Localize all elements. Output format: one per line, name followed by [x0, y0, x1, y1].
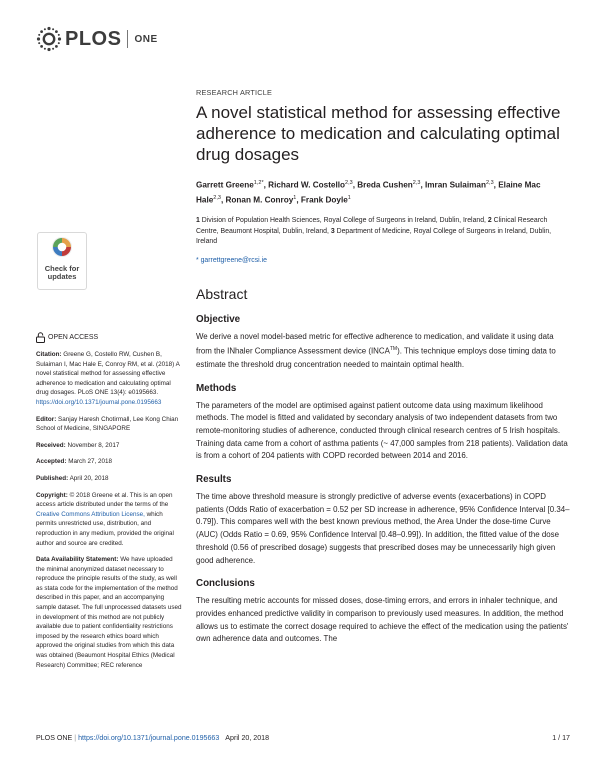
results-text: The time above threshold measure is strongly predictive of adverse events (exacerbations) in COPD patients (Odds Ratio of exacerbation = 0.52 per SD increase in adherence, 95% Confidence Interval [0.34–0.79]). This compares well with the best known previous method, the Area Under the dose-time Curve (AUC) (Odds Ratio = 0.69, 95% Confidence Interval [0.48–0.99]). In addition, the fitted value of the dose threshold (0.56 of prescribed dosage) suggests that prescribed doses may be unnecessarily high given good adherence.	[196, 492, 570, 565]
citation-block	[36, 350, 182, 408]
citation-doi-link[interactable]: https://doi.org/10.1371/journal.pone.0195663	[36, 398, 162, 406]
methods-text: The parameters of the model are optimised against patient outcome data using maximum likelihood methods. The model is fitted and validated by secondary analysis of two independent datasets from two remote-monitoring studies of adherence, conducted through clinical research centres of 5 Irish hospitals. Training data came from a cohort of asthma patients (~ 47,000 samples from 218 patients). Validation data is from a cohort of 204 patients with COPD recorded between 2014 and 2016.	[196, 400, 568, 461]
check-updates-line1: Check for	[44, 264, 80, 273]
logo-brand: PLOS	[65, 27, 122, 50]
author-affiliation-sup: 1	[293, 195, 297, 202]
author-name[interactable]: Richard W. Costello	[268, 180, 346, 190]
cc-license-link[interactable]: Creative Commons Attribution License,	[36, 510, 145, 518]
author-list: Garrett Greene$^{1,2*}$, Richard W. Costello$^{2,3}$, Breda Cushen$^{2,3}$, Imran Sulaiman$^{2,3}$, Elaine Mac Hale$^{2,3}$, Ronan M. Conroy$^1$, Frank Doyle$^1$	[196, 180, 541, 205]
open-access-text: OPEN ACCESS	[48, 333, 99, 341]
accepted-date: March 27, 2018	[68, 458, 112, 466]
methods-heading: Methods	[196, 382, 237, 394]
published-date: April 20, 2018	[69, 474, 109, 482]
crossmark-icon	[51, 236, 73, 258]
abstract-heading: Abstract	[196, 285, 248, 302]
author-name[interactable]: Ronan M. Conroy	[225, 195, 294, 205]
page-footer: PLOS ONE | https://doi.org/10.1371/journal.pone.0195663 April 20, 2018 1 / 17	[36, 734, 570, 742]
affiliation-1-number: 1	[196, 217, 200, 225]
objective-heading: Objective	[196, 313, 241, 325]
data-availability-text: We have uploaded the minimal anonymized dataset necessary to reproduce the principle results of the study, as well as stata code for the implementation of the method described in this paper, and an accompanying sample dataset. The full unprocessed datasets used in development of this method are not publicly available due to patient confidentiality restrictions imposed by the research ethics board which approved the original studies from which this data was obtained (Beaumont Hospital Ethics (Medical Research) Committee; REC reference	[36, 556, 182, 669]
copyright-text: © 2018 Greene et al. This is an open access article distributed under the terms of the	[36, 491, 173, 509]
logo-journal: ONE	[134, 33, 158, 45]
author-affiliation-sup: 2,3	[345, 180, 353, 186]
published-label: Published:	[36, 474, 69, 482]
affiliation-1: Division of Population Health Sciences, Royal College of Surgeons in Ireland, Dublin, Ireland,	[201, 217, 486, 225]
published-block	[36, 474, 182, 484]
citation-text: Greene G, Costello RW, Cushen B, Sulaiman I, Mac Hale E, Conroy RM, et al. (2018) A novel statistical method for assessing effective adherence to medication and calculating optimal drug dosages. PLoS ONE 13(4): e0195663.	[36, 351, 180, 397]
copyright-block	[36, 491, 182, 549]
data-availability-block	[36, 555, 182, 670]
author-affiliation-sup: 1	[347, 195, 351, 202]
editor-block	[36, 415, 182, 434]
author-affiliation-sup: 1,2	[253, 180, 262, 186]
results-heading: Results	[196, 474, 232, 486]
footer-page-number: 1 / 17	[552, 734, 570, 742]
editor-label: Editor:	[36, 415, 57, 423]
editor-text: Sanjay Haresh Chotirmall, Lee Kong Chian School of Medicine, SINGAPORE	[36, 415, 179, 433]
affiliation-2: Clinical Research Centre, Beaumont Hospital, Dublin, Ireland,	[196, 217, 548, 235]
open-lock-icon	[36, 332, 45, 343]
logo-divider	[127, 30, 128, 48]
plos-one-logo[interactable]	[36, 26, 158, 52]
objective-text-post: ). This technique employs dose timing data to estimate the threshold drug concentration needed to maintain optimal health.	[196, 347, 556, 369]
footer-date: April 20, 2018	[225, 734, 270, 742]
author-affiliation-sup: 2,3	[213, 195, 221, 202]
affiliations	[196, 216, 570, 248]
article-main-column	[196, 88, 570, 657]
copyright-text-post: which permits unrestricted use, distribution, and reproduction in any medium, provided the original author and source are credited.	[36, 510, 174, 547]
affiliation-3: Department of Medicine, Royal College of Surgeons in Ireland, Dublin, Ireland	[196, 227, 552, 246]
check-updates-box	[37, 232, 87, 290]
article-type: RESEARCH ARTICLE	[196, 88, 273, 97]
accepted-block	[36, 457, 182, 467]
data-availability-label: Data Availability Statement:	[36, 556, 119, 564]
corresponding-email	[196, 257, 570, 264]
check-updates-text	[38, 265, 86, 281]
plos-sunburst-icon	[36, 26, 62, 52]
trademark-sup: TM	[389, 346, 398, 353]
author-affiliation-sup: 2,3	[485, 180, 494, 186]
check-updates-line2: updates	[47, 272, 77, 281]
received-date: November 8, 2017	[67, 441, 120, 449]
objective-text-main: We derive a novel model-based metric for effective adherence to medication, and validate it using data from the INhaler Compliance Assessment device (INCA	[196, 331, 554, 357]
citation-label: Citation:	[36, 351, 62, 358]
author-name[interactable]: Garrett Greene	[196, 180, 254, 190]
affiliation-2-number: 2	[487, 217, 492, 225]
author-name[interactable]: Elaine Mac Hale	[196, 180, 541, 205]
accepted-label: Accepted:	[36, 458, 67, 466]
author-name[interactable]: Frank Doyle	[300, 195, 348, 205]
author-affiliation-sup: 2,3	[412, 180, 421, 186]
affiliation-3-number: 3	[330, 227, 335, 235]
corresponding-author-mark: *	[261, 180, 264, 186]
check-for-updates-badge[interactable]	[37, 232, 87, 290]
footer-doi-link[interactable]: https://doi.org/10.1371/journal.pone.0195663	[78, 734, 220, 742]
article-metadata-sidebar	[36, 332, 182, 677]
open-access-label	[36, 332, 182, 343]
received-label: Received:	[36, 441, 66, 449]
copyright-label: Copyright:	[36, 491, 68, 499]
corresponding-email-link[interactable]: * garrettgreene@rcsi.ie	[196, 256, 267, 264]
footer-journal: PLOS ONE	[36, 734, 73, 742]
objective-text	[196, 331, 570, 372]
received-block	[36, 441, 182, 451]
author-name[interactable]: Imran Sulaiman	[425, 180, 486, 190]
conclusions-heading: Conclusions	[196, 578, 255, 590]
conclusions-text: The resulting metric accounts for missed doses, dose-timing errors, and errors in inhaler technique, and provides enhanced predictive validity in comparison to previously used measures. In addition, the method allows us to estimate the correct dosage required to achieve the effect of the medication using the patients' own adherence data and outcomes. The	[196, 596, 569, 644]
author-name[interactable]: Breda Cushen	[357, 180, 413, 190]
article-title: A novel statistical method for assessing effective adherence to medication and calculating optimal drug dosages	[196, 103, 561, 164]
